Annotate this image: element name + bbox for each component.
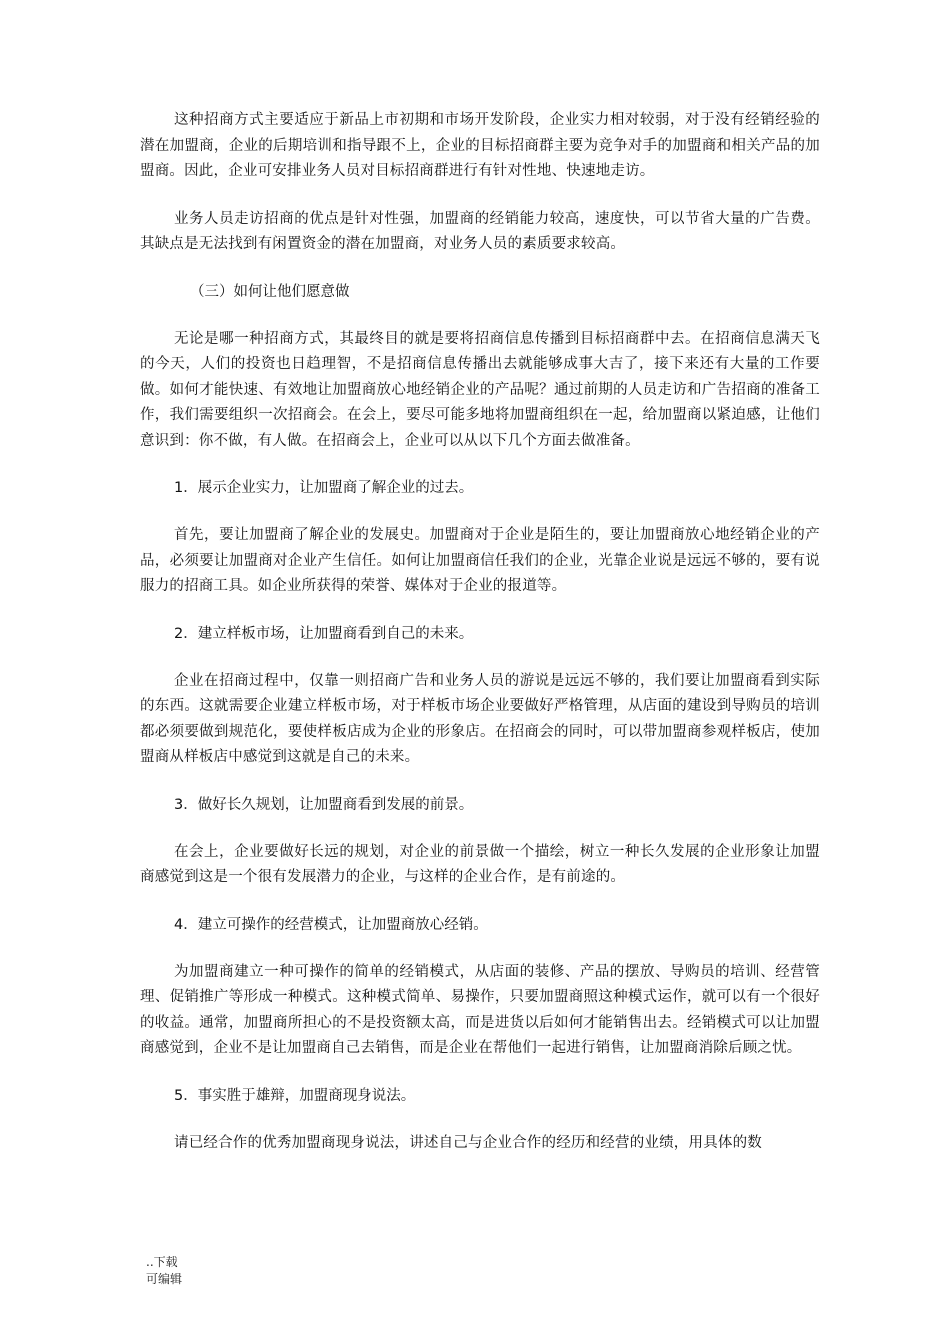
numbered-heading: 1．展示企业实力，让加盟商了解企业的过去。 xyxy=(174,480,474,496)
numbered-heading: 4．建立可操作的经营模式，让加盟商放心经销。 xyxy=(174,916,488,933)
paragraph: 请已经合作的优秀加盟商现身说法，讲述自己与企业合作的经历和经营的业绩，用具体的数 xyxy=(174,1134,762,1151)
footer-download-text: ..下载 xyxy=(146,1255,178,1269)
paragraph: 这种招商方式主要适应于新品上市初期和市场开发阶段，企业实力相对较弱，对于没有经销经验的潜在加盟商，企业的后期培训和指导跟不上，企业的目标招商群主要为竞争对手的加盟商和相关产品的加盟商。因此，企业可安排业务人员对目标招商群进行有针对性地、快速地走访。 xyxy=(140,112,820,179)
paragraph: 首先，要让加盟商了解企业的发展史。加盟商对于企业是陌生的，要让加盟商放心地经销企业的产品，必须要让加盟商对企业产生信任。如何让加盟商信任我们的企业，光靠企业说是远远不够的，要有说服力的招商工具。如企业所获得的荣誉、媒体对于企业的报道等。 xyxy=(140,527,820,594)
numbered-heading: 5．事实胜于雄辩，加盟商现身说法。 xyxy=(174,1087,416,1104)
paragraph: 无论是哪一种招商方式，其最终目的就是要将招商信息传播到目标招商群中去。在招商信息满天飞的今天，人们的投资也日趋理智，不是招商信息传播出去就能够成事大吉了，接下来还有大量的工作要做。如何才能快速、有效地让加盟商放心地经销企业的产品呢？通过前期的人员走访和广告招商的准备工作，我们需要组织一次招商会。在会上，要尽可能多地将加盟商组织在一起，给加盟商以紧迫感，让他们意识到：你不做，有人做。在招商会上，企业可以从以下几个方面去做准备。 xyxy=(140,330,820,449)
paragraph: 为加盟商建立一种可操作的简单的经销模式，从店面的装修、产品的摆放、导购员的培训、经营管理、促销推广等形成一种模式。这种模式简单、易操作，只要加盟商照这种模式运作，就可以有一个很好的收益。通常，加盟商所担心的不是投资额太高，而是进货以后如何才能销售出去。经销模式可以让加盟商感觉到，企业不是让加盟商自己去销售，而是企业在帮他们一起进行销售，让加盟商消除后顾之忧。 xyxy=(140,963,820,1056)
page-footer xyxy=(146,1254,182,1288)
footer-editable-text: 可编辑 xyxy=(146,1272,183,1286)
paragraph: 在会上，企业要做好长远的规划，对企业的前景做一个描绘，树立一种长久发展的企业形象让加盟商感觉到这是一个很有发展潜力的企业，与这样的企业合作，是有前途的。 xyxy=(140,843,820,885)
paragraph: 业务人员走访招商的优点是针对性强，加盟商的经销能力较高，速度快，可以节省大量的广告费。其缺点是无法找到有闲置资金的潜在加盟商，对业务人员的素质要求较高。 xyxy=(140,210,820,252)
numbered-heading: 3．做好长久规划，让加盟商看到发展的前景。 xyxy=(174,796,474,813)
numbered-heading: 2．建立样板市场，让加盟商看到自己的未来。 xyxy=(174,625,474,642)
section-heading: （三）如何让他们愿意做 xyxy=(190,283,350,300)
paragraph: 企业在招商过程中，仅靠一则招商广告和业务人员的游说是远远不够的，我们要让加盟商看到实际的东西。这就需要企业建立样板市场，对于样板市场企业要做好严格管理，从店面的建设到导购员的培训都必须要做到规范化，要使样板店成为企业的形象店。在招商会的同时，可以带加盟商参观样板店，使加盟商从样板店中感觉到这就是自己的未来。 xyxy=(140,672,820,765)
document-body xyxy=(140,108,820,1156)
